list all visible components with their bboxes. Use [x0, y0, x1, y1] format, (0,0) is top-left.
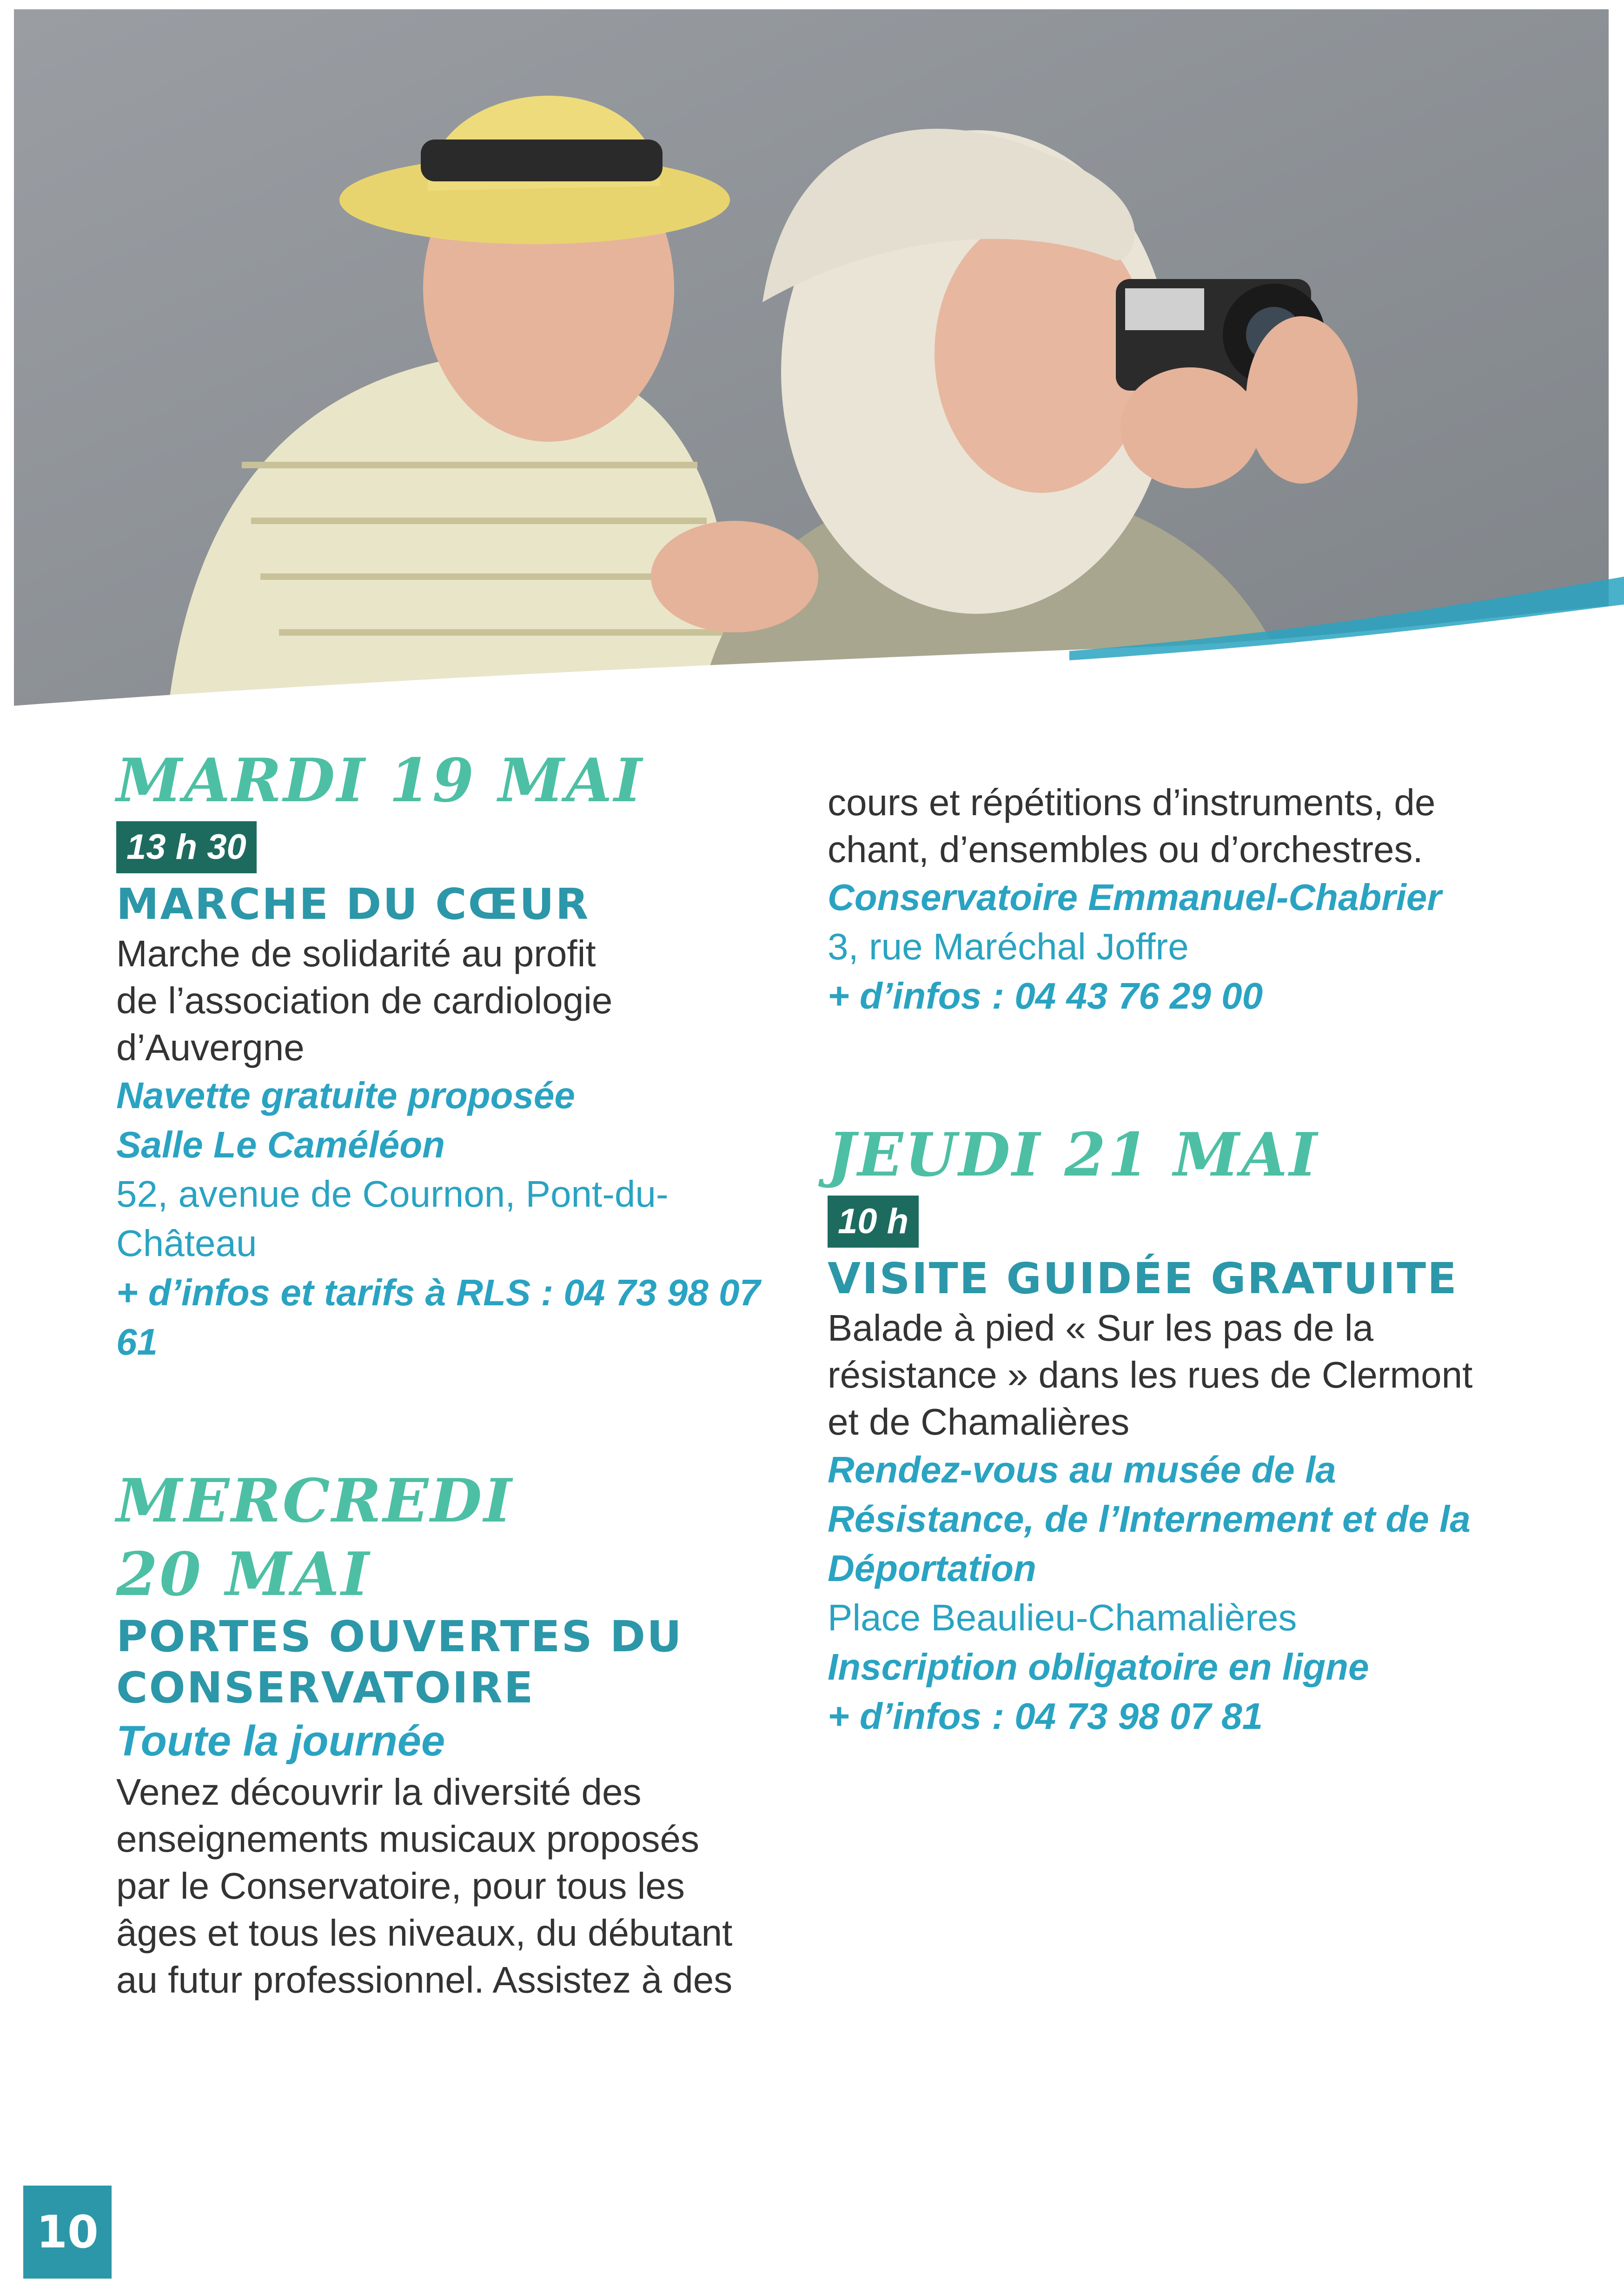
event3-meeting-line: Rendez-vous au musée de la [828, 1449, 1336, 1490]
event2-day-line2: 20 MAI [116, 1540, 371, 1609]
hero-photo [0, 0, 1624, 716]
event3-address: Place Beaulieu-Chamalières [828, 1597, 1297, 1638]
event3-info-phone: + d’infos : 04 73 98 07 81 [828, 1695, 1263, 1737]
event3-description [828, 1304, 1506, 1445]
left-column [116, 744, 795, 2003]
page-number: 10 [23, 2186, 112, 2279]
event2-address: 3, rue Maréchal Joffre [828, 926, 1189, 967]
event1-desc-line: d’Auvergne [116, 1027, 305, 1068]
event2-desc-line: chant, d’ensembles ou d’orchestres. [828, 829, 1423, 870]
event1-title: MARCHE DU CŒUR [116, 879, 590, 929]
event2-description [116, 1768, 795, 2003]
event3-desc-line: et de Chamalières [828, 1401, 1130, 1442]
event1-shuttle: Navette gratuite proposée [116, 1075, 575, 1116]
event1-info-phone: + d’infos et tarifs à RLS : 04 73 98 07 61 [116, 1272, 760, 1363]
event3-meeting-line: Résistance, de l’Internement et de la [828, 1498, 1471, 1540]
event2-day-line1: MERCREDI [116, 1466, 514, 1536]
event3-day: JEUDI 21 MAI [828, 1120, 1319, 1190]
event1-desc-line: Marche de solidarité au profit [116, 933, 596, 974]
event2-desc-line: par le Conservatoire, pour tous les [116, 1865, 685, 1907]
event2-desc-line: Venez découvrir la diversité des [116, 1771, 642, 1813]
event2-title-line1: PORTES OUVERTES DU [116, 1612, 683, 1662]
event1-desc-line: de l’association de cardiologie [116, 980, 613, 1021]
senior-couple-illustration [0, 0, 1624, 716]
event1-description [116, 930, 795, 1071]
event2-continued-description [828, 779, 1506, 873]
event3-title: VISITE GUIDÉE GRATUITE [828, 1254, 1458, 1303]
event3-desc-line: Balade à pied « Sur les pas de la [828, 1307, 1374, 1349]
event2-desc-line: âges et tous les niveaux, du débutant [116, 1912, 733, 1954]
event1-address: 52, avenue de Cournon, Pont-du-Château [116, 1173, 669, 1264]
event1-venue: Salle Le Caméléon [116, 1124, 445, 1165]
event1-time-badge: 13 h 30 [116, 821, 257, 873]
event2-title-line2: CONSERVATOIRE [116, 1663, 535, 1713]
event2-desc-line: au futur professionnel. Assistez à des [116, 1959, 733, 2001]
event3-desc-line: résistance » dans les rues de Clermont [828, 1354, 1473, 1396]
event3-meeting-point [828, 1445, 1506, 1593]
event1-day: MARDI 19 MAI [116, 746, 644, 816]
event2-desc-line: enseignements musicaux proposés [116, 1818, 700, 1860]
event3-meeting-line: Déportation [828, 1548, 1036, 1589]
event2-when: Toute la journée [116, 1717, 445, 1765]
event3-registration: Inscription obligatoire en ligne [828, 1646, 1369, 1688]
event2-desc-line: cours et répétitions d’instruments, de [828, 782, 1436, 823]
event3-time-badge: 10 h [828, 1196, 919, 1248]
event2-venue: Conservatoire Emmanuel-Chabrier [828, 877, 1442, 918]
right-column [828, 779, 1506, 1741]
event2-info-phone: + d’infos : 04 43 76 29 00 [828, 975, 1263, 1017]
